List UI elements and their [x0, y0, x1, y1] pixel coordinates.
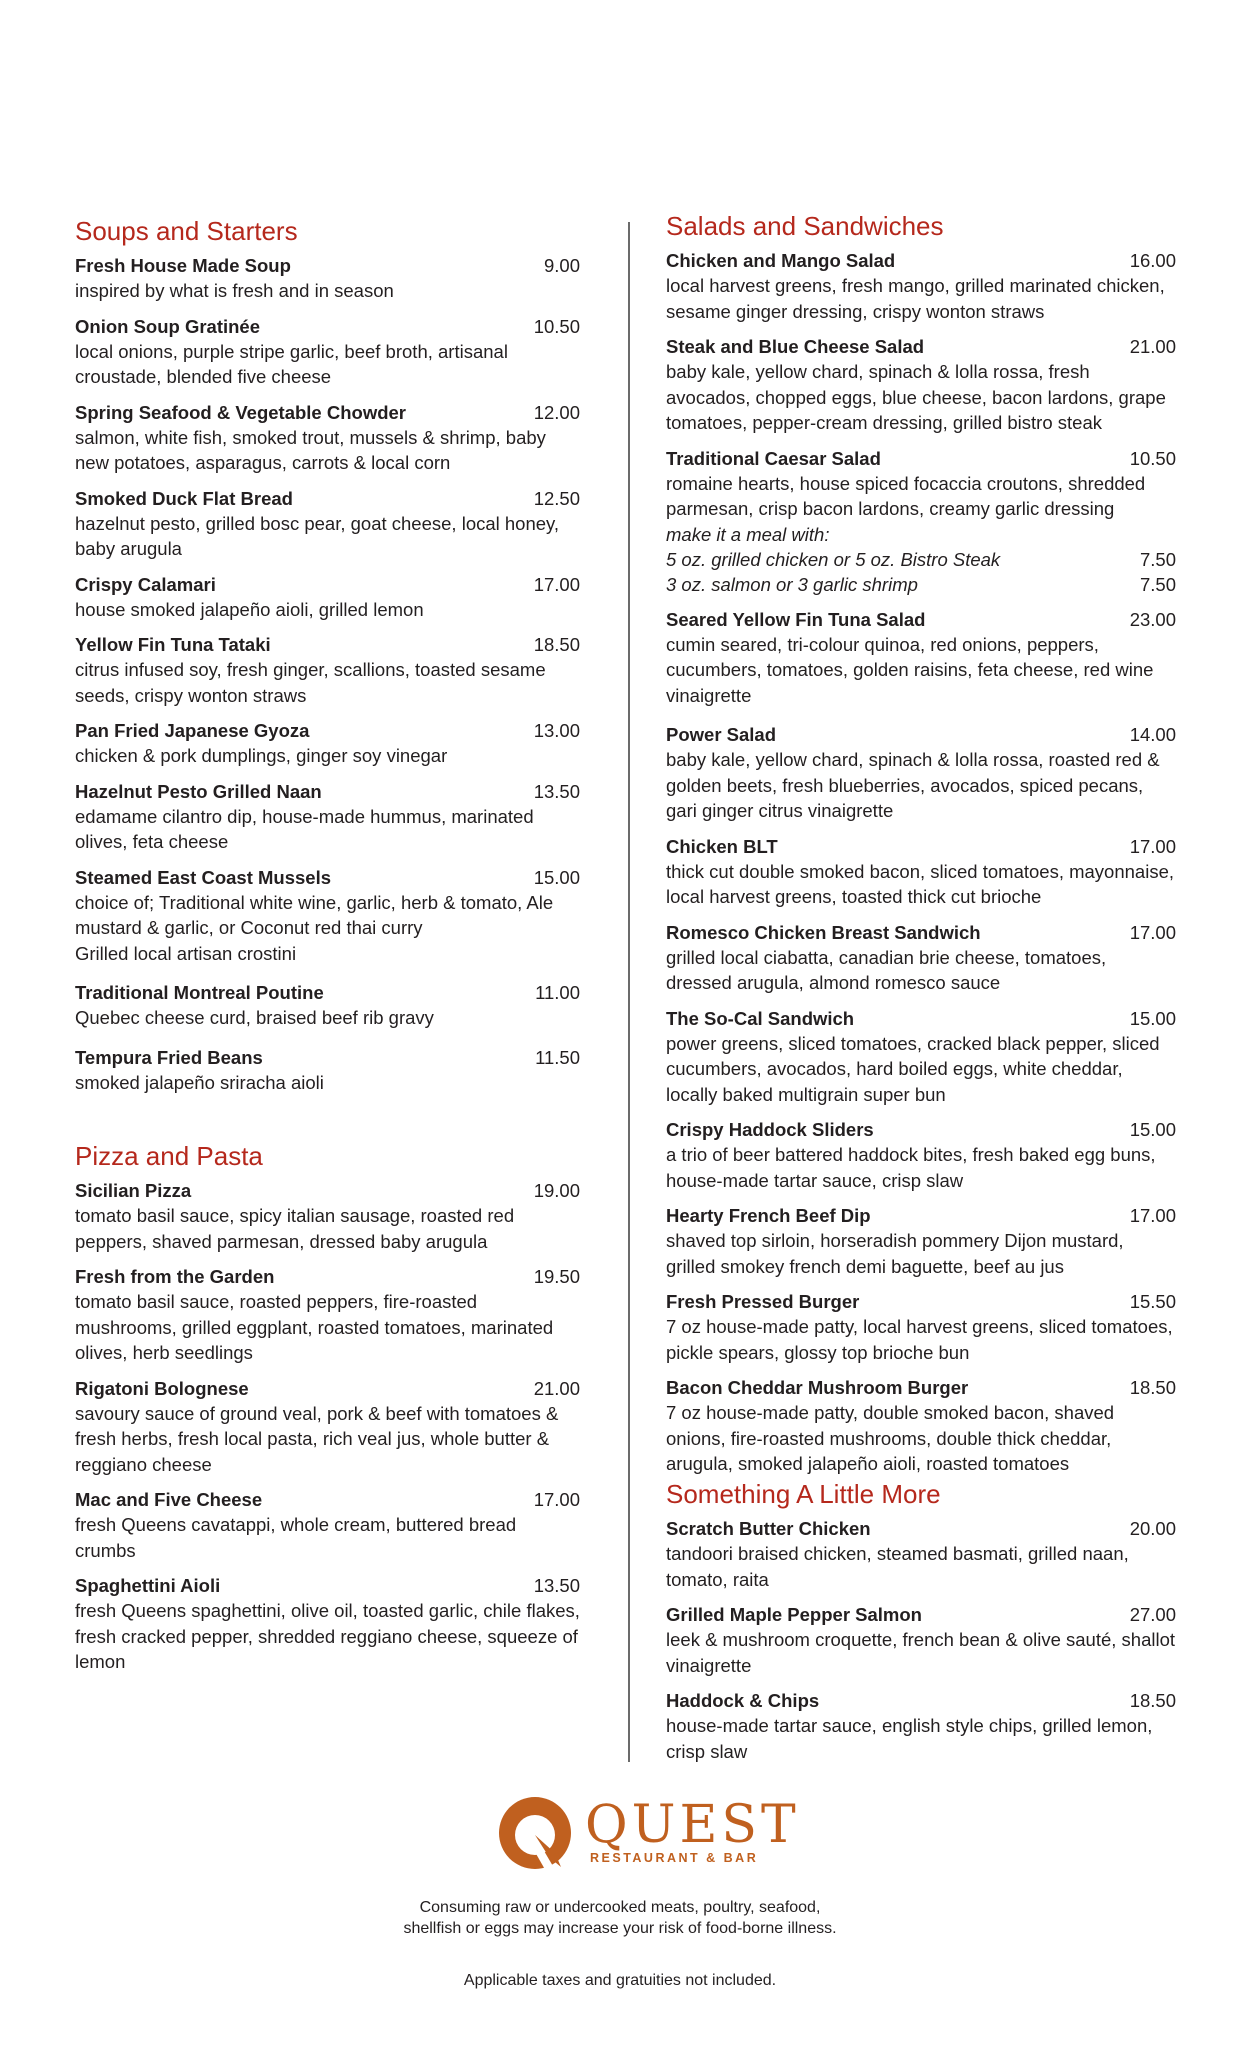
menu-item-header — [75, 1573, 580, 1598]
menu-item — [666, 1375, 1176, 1477]
menu-item-name: Fresh House Made Soup — [75, 255, 291, 276]
menu-item-name: Seared Yellow Fin Tuna Salad — [666, 608, 926, 630]
column-divider — [628, 222, 630, 1762]
menu-item — [666, 248, 1176, 324]
meal-upgrade-option — [666, 547, 1176, 572]
salads-list — [666, 248, 1176, 1477]
menu-item-price: 12.50 — [533, 487, 580, 509]
menu-item-description: tandoori braised chicken, steamed basmati, grilled naan, tomato, raita — [666, 1543, 1129, 1590]
menu-item-name: Scratch Butter Chicken — [666, 1518, 871, 1539]
menu-item-header — [666, 834, 1176, 859]
salads-section — [666, 210, 1176, 1487]
menu-item — [75, 253, 580, 304]
menu-item-header — [75, 486, 580, 511]
menu-item-price: 18.50 — [533, 634, 580, 655]
menu-item-description: edamame cilantro dip, house-made hummus, marinated olives, feta cheese — [75, 805, 534, 852]
menu-item-description: smoked jalapeño sriracha aioli — [75, 1071, 324, 1093]
menu-item-price: 11.00 — [535, 982, 580, 1003]
menu-item-description: house-made tartar sauce, english style chips, grilled lemon, crisp slaw — [666, 1715, 1153, 1762]
menu-item-header — [75, 1487, 580, 1512]
menu-item — [75, 1045, 580, 1096]
menu-item-name: Chicken and Mango Salad — [666, 250, 896, 271]
menu-item-name: Traditional Caesar Salad — [666, 447, 881, 469]
q-logo-icon — [497, 1795, 577, 1875]
menu-item-name: Crispy Calamari — [75, 573, 216, 595]
menu-item-price: 19.50 — [533, 1266, 580, 1287]
menu-item-header — [75, 314, 580, 339]
menu-item — [666, 1516, 1176, 1592]
menu-item-header — [666, 1289, 1176, 1314]
menu-item-name: Grilled Maple Pepper Salmon — [666, 1604, 922, 1625]
menu-item-price: 19.00 — [533, 1180, 580, 1201]
menu-item-header — [666, 722, 1176, 747]
tax-notice: Applicable taxes and gratuities not included. — [463, 1972, 777, 1989]
menu-item-name: Spaghettini Aioli — [75, 1575, 221, 1596]
menu-item-header — [666, 1203, 1176, 1228]
menu-item — [666, 1006, 1176, 1108]
menu-item-name: Onion Soup Gratinée — [75, 315, 261, 337]
menu-item-description: choice of; Traditional white wine, garlic, herb & tomato, Ale mustard & garlic, or Coconut red thai curry — [75, 891, 554, 938]
menu-item-name: Steamed East Coast Mussels — [75, 866, 332, 888]
menu-item-description: savoury sauce of ground veal, pork & beef with tomatoes & fresh herbs, fresh local pasta, rich veal jus, whole butter & reggiano cheese — [75, 1402, 559, 1475]
menu-item — [666, 607, 1176, 709]
menu-item-price: 15.00 — [1129, 1007, 1176, 1029]
menu-item-description: fresh Queens cavatappi, whole cream, buttered bread crumbs — [75, 1514, 517, 1561]
meal-upgrade-price: 7.50 — [1139, 548, 1176, 570]
pizza-list — [75, 1178, 580, 1675]
menu-item — [75, 400, 580, 476]
menu-item-name: Sicilian Pizza — [75, 1180, 192, 1201]
menu-item-price: 10.50 — [533, 315, 580, 337]
menu-item-price: 17.00 — [533, 1489, 580, 1510]
menu-item — [75, 486, 580, 562]
menu-item-description: shaved top sirloin, horseradish pommery Dijon mustard, grilled smokey french demi baguette, beef au jus — [666, 1230, 1124, 1277]
menu-item-price: 17.00 — [533, 573, 580, 595]
menu-item-name: Rigatoni Bolognese — [75, 1377, 249, 1399]
menu-item-header — [75, 400, 580, 425]
menu-item-price: 13.00 — [533, 720, 580, 741]
menu-item-description: tomato basil sauce, roasted peppers, fire-roasted mushrooms, grilled eggplant, roasted tomatoes, marinated olives, herb seedlings — [75, 1291, 554, 1363]
menu-item-name: Hearty French Beef Dip — [666, 1205, 871, 1226]
menu-item — [666, 920, 1176, 996]
menu-item-description: inspired by what is fresh and in season — [75, 280, 394, 301]
menu-item-header — [666, 1006, 1176, 1031]
menu-item-price: 17.00 — [1129, 921, 1176, 943]
menu-item-price: 15.00 — [1129, 1119, 1176, 1140]
menu-item-price: 10.50 — [1129, 447, 1176, 469]
menu-item-name: Crispy Haddock Sliders — [666, 1119, 874, 1140]
more-section — [666, 1478, 1176, 1774]
menu-item-header — [75, 865, 580, 890]
menu-item-header — [75, 779, 580, 804]
menu-item-description: a trio of beer battered haddock bites, fresh baked egg buns, house-made tartar sauce, crisp slaw — [666, 1144, 1156, 1191]
menu-item-name: Chicken BLT — [666, 835, 778, 857]
menu-item-price: 9.00 — [543, 255, 580, 276]
menu-item-name: Power Salad — [666, 724, 777, 745]
menu-item-header — [75, 1264, 580, 1289]
menu-item-header — [75, 253, 580, 278]
menu-item-name: Fresh Pressed Burger — [666, 1291, 860, 1312]
menu-item-header — [75, 572, 580, 597]
menu-item-description: baby kale, yellow chard, spinach & lolla rossa, fresh avocados, chopped eggs, blue cheese, bacon lardons, grape tomatoes, pepper-cream dressing, grilled bistro steak — [666, 361, 1166, 433]
menu-item-description: house smoked jalapeño aioli, grilled lemon — [75, 598, 424, 620]
menu-item — [666, 834, 1176, 910]
menu-item-price: 13.50 — [533, 780, 580, 802]
menu-item-description: power greens, sliced tomatoes, cracked black pepper, sliced cucumbers, avocados, hard boiled eggs, white cheddar, locally baked multigrain super bun — [666, 1032, 1160, 1105]
menu-item — [666, 1117, 1176, 1193]
menu-item — [75, 718, 580, 769]
menu-item-price: 27.00 — [1129, 1604, 1176, 1625]
section-title: Salads and Sandwiches — [666, 211, 944, 241]
menu-item-name: Smoked Duck Flat Bread — [75, 487, 293, 509]
menu-item — [666, 334, 1176, 436]
menu-item — [75, 1376, 580, 1478]
menu-item — [75, 1573, 580, 1675]
menu-item-header — [666, 1688, 1176, 1713]
menu-item-price: 21.00 — [533, 1377, 580, 1399]
menu-item — [666, 1203, 1176, 1279]
menu-item-name: Haddock & Chips — [666, 1690, 820, 1711]
menu-item-name: Romesco Chicken Breast Sandwich — [666, 921, 981, 943]
menu-item-description: hazelnut pesto, grilled bosc pear, goat cheese, local honey, baby arugula — [75, 512, 560, 559]
menu-item-header — [666, 446, 1176, 471]
menu-item — [75, 1487, 580, 1563]
menu-item-price: 17.00 — [1129, 835, 1176, 857]
menu-item-description: local onions, purple stripe garlic, beef broth, artisanal croustade, blended five cheese — [75, 340, 508, 387]
menu-item-name: Pan Fried Japanese Gyoza — [75, 720, 310, 741]
section-title: Pizza and Pasta — [75, 1141, 263, 1171]
meal-upgrade-text: 3 oz. salmon or 3 garlic shrimp — [666, 573, 918, 595]
menu-item — [666, 1289, 1176, 1365]
health-warning: Consuming raw or undercooked meats, poultry, seafood, shellfish or eggs may increase your risk of food-borne illness. — [403, 1899, 837, 1937]
menu-item-header — [75, 1178, 580, 1203]
menu-item — [75, 572, 580, 623]
menu-item — [666, 1688, 1176, 1764]
menu-item-header — [666, 1516, 1176, 1541]
menu-item-name: Spring Seafood & Vegetable Chowder — [75, 401, 406, 423]
logo-wordmark: QUEST — [585, 1795, 800, 1855]
menu-item-header — [666, 1117, 1176, 1142]
menu-item-name: Tempura Fried Beans — [75, 1046, 263, 1068]
meal-upgrade-text: 5 oz. grilled chicken or 5 oz. Bistro Steak — [666, 548, 1001, 570]
menu-item-price: 15.50 — [1129, 1291, 1176, 1312]
menu-item-price: 18.50 — [1129, 1690, 1176, 1711]
menu-item-description: tomato basil sauce, spicy italian sausage, roasted red peppers, shaved parmesan, dressed baby arugula — [75, 1205, 515, 1252]
menu-item-price: 21.00 — [1129, 336, 1176, 357]
menu-item-description: baby kale, yellow chard, spinach & lolla rossa, roasted red & golden beets, fresh blueberries, avocados, spiced pecans, gari ginger citrus vinaigrette — [666, 749, 1160, 821]
menu-item-description: cumin seared, tri-colour quinoa, red onions, peppers, cucumbers, tomatoes, golden raisins, feta cheese, red wine vinaigrette — [666, 633, 1154, 706]
menu-item-description: leek & mushroom croquette, french bean & olive sauté, shallot vinaigrette — [666, 1629, 1176, 1676]
menu-item-name: Hazelnut Pesto Grilled Naan — [75, 780, 322, 802]
meal-upgrade-price: 7.50 — [1139, 573, 1176, 595]
menu-item-header — [75, 718, 580, 743]
menu-item-description: grilled local ciabatta, canadian brie cheese, tomatoes, dressed arugula, almond romesco sauce — [666, 946, 1107, 993]
menu-item-name: Yellow Fin Tuna Tataki — [75, 634, 271, 655]
menu-item-description: chicken & pork dumplings, ginger soy vinegar — [75, 745, 448, 766]
menu-item-description: citrus infused soy, fresh ginger, scallions, toasted sesame seeds, crispy wonton straws — [75, 659, 546, 706]
menu-item-price: 13.50 — [533, 1575, 580, 1596]
soups-section — [75, 215, 580, 1105]
menu-item — [75, 779, 580, 855]
menu-item-price: 16.00 — [1129, 250, 1176, 271]
menu-item-header — [666, 920, 1176, 945]
menu-item — [75, 980, 580, 1031]
quest-logo — [497, 1795, 800, 1875]
menu-item-description: thick cut double smoked bacon, sliced tomatoes, mayonnaise, local harvest greens, toasted thick cut brioche — [666, 860, 1175, 907]
menu-item-header — [666, 334, 1176, 359]
menu-item — [75, 314, 580, 390]
menu-item-header — [75, 980, 580, 1005]
pizza-section — [75, 1140, 580, 1685]
menu-item — [75, 865, 580, 967]
menu-item-description: fresh Queens spaghettini, olive oil, toasted garlic, chile flakes, fresh cracked pepper, shredded reggiano cheese, squeeze of lemon — [75, 1600, 580, 1672]
menu-item-price: 23.00 — [1129, 608, 1176, 630]
menu-item-price: 17.00 — [1129, 1205, 1176, 1226]
menu-item-header — [666, 607, 1176, 632]
menu-item — [75, 1264, 580, 1366]
menu-item — [666, 446, 1176, 597]
menu-item-header — [666, 1602, 1176, 1627]
menu-item-description: 7 oz house-made patty, local harvest greens, sliced tomatoes, pickle spears, glossy top brioche bun — [666, 1316, 1173, 1363]
more-list — [666, 1516, 1176, 1764]
section-title: Soups and Starters — [75, 216, 298, 246]
menu-item-header — [75, 1376, 580, 1401]
menu-item-price: 20.00 — [1129, 1518, 1176, 1539]
menu-item-name: Steak and Blue Cheese Salad — [666, 336, 925, 357]
menu-item-price: 14.00 — [1129, 724, 1176, 745]
menu-item-description: salmon, white fish, smoked trout, mussels & shrimp, baby new potatoes, asparagus, carrots & local corn — [75, 426, 546, 473]
menu-item — [666, 1602, 1176, 1678]
menu-item-price: 12.00 — [533, 401, 580, 423]
menu-item-header — [75, 632, 580, 657]
menu-item-name: Mac and Five Cheese — [75, 1489, 263, 1510]
menu-item-header — [666, 1375, 1176, 1400]
menu-item-description: 7 oz house-made patty, double smoked bacon, shaved onions, fire-roasted mushrooms, double thick cheddar, arugula, smoked jalapeño aioli, roasted tomatoes — [666, 1402, 1115, 1474]
menu-item-name: Traditional Montreal Poutine — [75, 982, 324, 1003]
menu-item — [75, 1178, 580, 1254]
menu-item — [666, 722, 1176, 824]
menu-item-header — [666, 248, 1176, 273]
logo-subtitle: RESTAURANT & BAR — [590, 1851, 759, 1865]
meal-upgrade-option — [666, 572, 1176, 597]
section-title: Something A Little More — [666, 1479, 941, 1509]
menu-item-header — [75, 1045, 580, 1070]
menu-item-description: Quebec cheese curd, braised beef rib gravy — [75, 1007, 434, 1028]
menu-item-note: Grilled local artisan crostini — [75, 942, 297, 964]
menu-item-price: 11.50 — [535, 1046, 580, 1068]
menu-item-name: Fresh from the Garden — [75, 1266, 275, 1287]
meal-upgrade-label: make it a meal with: — [666, 523, 830, 545]
menu-item-description: local harvest greens, fresh mango, grilled marinated chicken, sesame ginger dressing, crispy wonton straws — [666, 275, 1165, 322]
soups-list — [75, 253, 580, 1095]
menu-item-name: Bacon Cheddar Mushroom Burger — [666, 1377, 969, 1398]
menu-item-name: The So-Cal Sandwich — [666, 1007, 855, 1029]
menu-item — [75, 632, 580, 708]
menu-item-price: 18.50 — [1129, 1377, 1176, 1398]
menu-item-price: 15.00 — [533, 866, 580, 888]
menu-item-description: romaine hearts, house spiced focaccia croutons, shredded parmesan, crisp bacon lardons, creamy garlic dressing — [666, 472, 1146, 519]
